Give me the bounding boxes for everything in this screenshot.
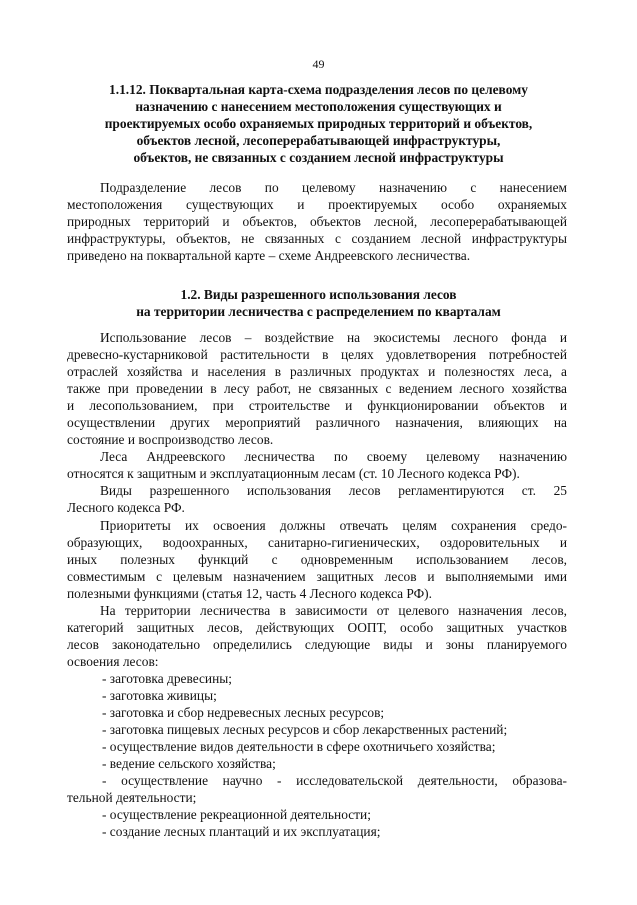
title-line: объектов лесной, лесоперерабатывающей инфраструктуры, <box>136 133 501 148</box>
paragraph-priorities <box>67 517 567 602</box>
text-line: лесов законодательно определились следующие виды и зоны планируемого <box>67 636 567 652</box>
list-item: - осуществление рекреационной деятельности; <box>102 807 371 823</box>
text-line: древесно-кустарниковой растительности в целях удовлетворения потребностей <box>67 347 567 363</box>
text-line: приведено на поквартальной карте – схеме Андреевского лесничества. <box>67 248 471 264</box>
text-line: образующих, водоохранных, санитарно-гигиенических, оздоровительных и <box>67 534 567 550</box>
list-item: - заготовка и сбор недревесных лесных ресурсов; <box>102 705 385 721</box>
text-line: природных территорий и объектов, объектов лесной, лесоперерабатывающей <box>67 214 567 230</box>
text-line: Лесного кодекса РФ. <box>67 500 185 516</box>
text-line: Леса Андреевского лесничества по своему целевому назначению <box>100 449 567 465</box>
text-line: инфраструктуры, объектов, не связанных с созданием лесной инфраструктуры <box>67 231 567 247</box>
text-line: совместимым с целевым назначением защитных лесов и выполняемыми ими <box>67 568 567 584</box>
list-item: - заготовка древесины; <box>102 670 232 686</box>
list-item: - заготовка живицы; <box>102 687 217 703</box>
title-line: проектируемых особо охраняемых природных территорий и объектов, <box>104 116 533 131</box>
title-line: 1.2. Виды разрешенного использования лесов <box>180 287 457 302</box>
title-line: 1.1.12. Поквартальная карта-схема подразделения лесов по целевому <box>109 82 528 97</box>
uses-list <box>67 670 567 840</box>
text-line: состояние и воспроизводство лесов. <box>67 432 274 448</box>
paragraph-permitted-uses <box>67 482 567 516</box>
text-line: и лесопользованием, при строительстве и функционировании объектов и <box>67 398 567 414</box>
text-line: Приоритеты их освоения должны отвечать целям сохранения средо- <box>100 517 567 533</box>
text-line: иных полезных функций с одновременным использованием лесов, <box>67 551 567 567</box>
title-line: объектов, не связанных с созданием лесной инфраструктуры <box>133 150 504 165</box>
text-line: На территории лесничества в зависимости от целевого назначения лесов, <box>100 602 567 618</box>
list-item: - осуществление научно - исследовательской деятельности, образова- <box>102 773 567 789</box>
paragraph-territory-zones <box>67 602 567 670</box>
paragraph-forest-use <box>67 329 567 448</box>
page-number: 49 <box>312 57 325 71</box>
text-line: относятся к защитным и эксплуатационным лесам (ст. 10 Лесного кодекса РФ). <box>67 466 520 482</box>
text-line: освоения лесов: <box>67 653 159 669</box>
paragraph-forest-categories <box>67 448 567 482</box>
text-line: местоположения существующих и проектируемых особо охраняемых <box>67 197 567 213</box>
text-line: Подразделение лесов по целевому назначению с нанесением <box>100 180 567 195</box>
text-line: осуществлении других мероприятий различного назначения, влияющих на <box>67 415 567 431</box>
text-line: также при проведении в лесу работ, не связанных с ведением лесного хозяйства <box>67 381 567 397</box>
section-1-1-12-title <box>0 81 637 166</box>
list-item-continuation: тельной деятельности; <box>67 790 197 806</box>
list-item: - осуществление видов деятельности в сфере охотничьего хозяйства; <box>102 739 496 755</box>
text-line: полезными функциями (статья 12, часть 4 Лесного кодекса РФ). <box>67 585 432 601</box>
text-line: категорий защитных лесов, действующих ООПТ, особо защитных участков <box>67 619 567 635</box>
list-item: - заготовка пищевых лесных ресурсов и сбор лекарственных растений; <box>102 722 508 738</box>
list-item: - создание лесных плантаций и их эксплуатация; <box>102 824 381 840</box>
list-item: - ведение сельского хозяйства; <box>102 756 276 772</box>
text-line: отраслей хозяйства и населения в различных продуктах и полезностях леса, а <box>67 364 567 380</box>
text-line: Виды разрешенного использования лесов регламентируются ст. 25 <box>100 483 567 499</box>
section-1-2-body <box>67 329 567 840</box>
section-1-1-12-paragraph <box>67 179 567 264</box>
text-line: Использование лесов – воздействие на экосистемы лесного фонда и <box>100 330 567 345</box>
title-line: на территории лесничества с распределением по кварталам <box>136 304 501 319</box>
section-1-2-title <box>0 286 637 320</box>
title-line: назначению с нанесением местоположения существующих и <box>135 99 502 114</box>
